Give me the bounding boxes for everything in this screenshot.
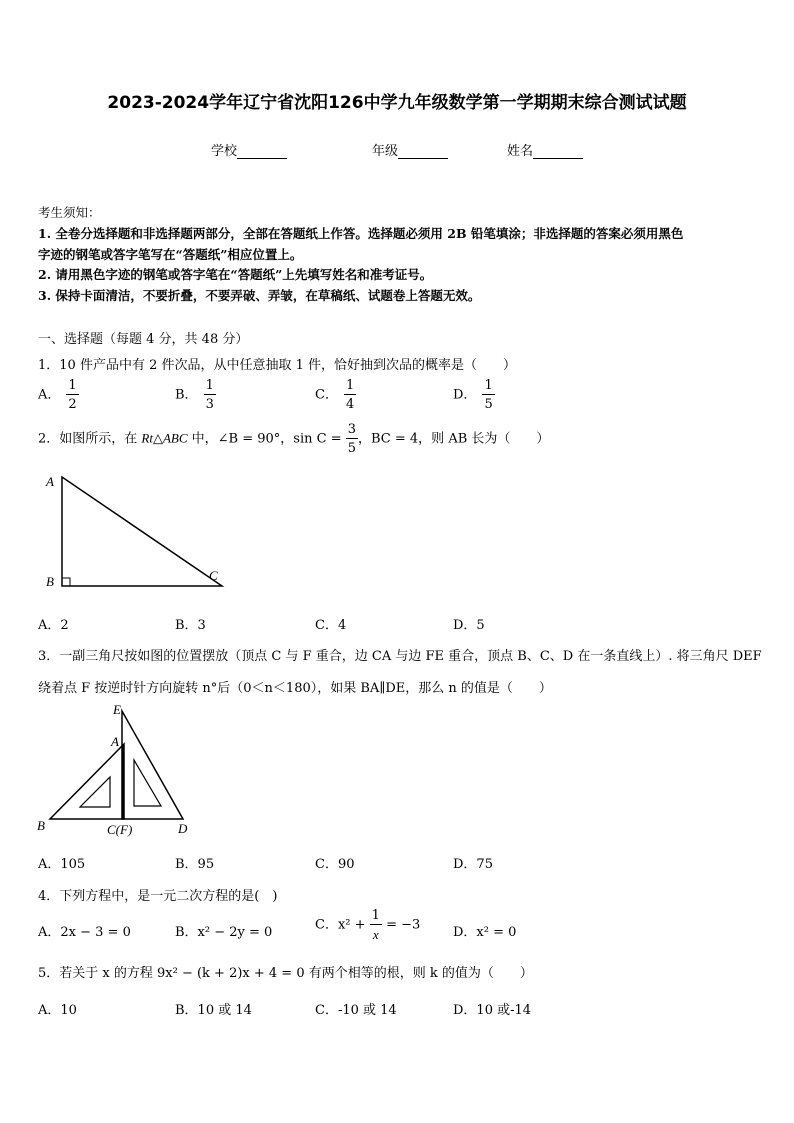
q1-option-c bbox=[315, 379, 356, 411]
vertex-label-c: C bbox=[209, 568, 218, 583]
notes-heading: 考生须知： bbox=[38, 205, 101, 220]
grade-blank bbox=[398, 146, 448, 159]
question-3-line-2: 绕着点 F 按逆时针方向旋转 n°后（0＜n＜180），如果 BA∥DE，那么 n 的值是（ ） bbox=[38, 681, 552, 696]
q2-option-a: A．2 bbox=[38, 618, 69, 633]
question-1: 1．10 件产品中有 2 件次品，从中任意抽取 1 件，恰好抽到次品的概率是（ ） bbox=[38, 358, 517, 373]
q1-option-a bbox=[38, 379, 79, 411]
school-label: 学校 bbox=[211, 144, 238, 159]
option-label: B． bbox=[175, 387, 198, 403]
name-field bbox=[507, 140, 583, 159]
section-heading: 一、选择题（每题 4 分，共 48 分） bbox=[38, 332, 249, 347]
school-blank bbox=[237, 146, 287, 159]
q5-option-c: C．-10 或 14 bbox=[315, 1003, 397, 1018]
fraction: $\frac{1}{3}$ bbox=[205, 378, 214, 412]
exam-title: 2023-2024学年辽宁省沈阳126中学九年级数学第一学期期末综合测试试题 bbox=[107, 93, 687, 113]
note-item: 字迹的钢笔或答字笔写在“答题纸”相应位置上。 bbox=[38, 247, 303, 262]
q3-option-c: C．90 bbox=[315, 857, 355, 872]
q4-option-a: A．2x − 3 = 0 bbox=[38, 925, 131, 940]
fraction: $\frac{1}{4}$ bbox=[345, 378, 355, 412]
q2-option-b: B．3 bbox=[175, 618, 206, 633]
fraction: $\frac{3}{5}$ bbox=[347, 422, 357, 456]
vertex-label-d: D bbox=[178, 821, 188, 836]
name-blank bbox=[533, 146, 583, 159]
question-2: 2．如图所示，在 Rt△ABC 中，∠B = 90°，sin C = $\frac{3}{5}$ ，BC = 4，则 AB 长为（ ） bbox=[38, 422, 550, 456]
q5-option-d: D．10 或-14 bbox=[453, 1003, 532, 1018]
q2-option-d: D．5 bbox=[453, 618, 485, 633]
q4-option-d: D．x² = 0 bbox=[453, 925, 517, 940]
fraction: $\frac{1}{2}$ bbox=[68, 378, 77, 412]
question-5: 5．若关于 x 的方程 9x² − (k + 2)x + 4 = 0 有两个相等的根，则 k 的值为（ ） bbox=[38, 966, 533, 981]
vertex-label-a: A bbox=[46, 474, 54, 489]
vertex-label-e: E bbox=[113, 702, 121, 717]
option-label: D． bbox=[453, 387, 477, 403]
option-label: A． bbox=[38, 387, 61, 403]
vertex-label-b: B bbox=[46, 574, 54, 589]
grade-field bbox=[372, 140, 448, 159]
q2-option-c: C．4 bbox=[315, 618, 347, 633]
q3-option-b: B．95 bbox=[175, 857, 215, 872]
grade-label: 年级 bbox=[372, 144, 399, 159]
q3-option-a: A．105 bbox=[38, 857, 86, 872]
q4-option-c: C．x² + $\frac{1}{x}$ = −3 bbox=[315, 908, 421, 942]
triangle-abc-figure bbox=[40, 470, 240, 595]
q5-option-b: B．10 或 14 bbox=[175, 1003, 252, 1018]
q1-option-b bbox=[175, 379, 216, 411]
vertex-label-b: B bbox=[37, 818, 45, 833]
note-item: 1. 全卷分选择题和非选择题两部分，全部在答题纸上作答。选择题必须用 2B 铅笔填涂；非选择题的答案必须用黑色 bbox=[38, 226, 684, 241]
q3-option-d: D．75 bbox=[453, 857, 493, 872]
set-squares-figure bbox=[36, 700, 206, 840]
q5-option-a: A．10 bbox=[38, 1003, 77, 1018]
q4-option-b: B．x² − 2y = 0 bbox=[175, 925, 273, 940]
option-label: C． bbox=[315, 387, 338, 403]
note-item: 3. 保持卡面清洁，不要折叠，不要弄破、弄皱，在草稿纸、试题卷上答题无效。 bbox=[38, 288, 481, 303]
name-label: 姓名 bbox=[507, 144, 534, 159]
vertex-label-a: A bbox=[111, 734, 119, 749]
q1-option-d bbox=[453, 379, 495, 411]
note-item: 2. 请用黑色字迹的钢笔或答字笔在“答题纸”上先填写姓名和准考证号。 bbox=[38, 267, 433, 282]
fraction: $\frac{1}{5}$ bbox=[484, 378, 493, 412]
question-3-line-1: 3．一副三角尺按如图的位置摆放（顶点 C 与 F 重合，边 CA 与边 FE 重合，顶点 B、C、D 在一条直线上）. 将三角尺 DEF bbox=[38, 649, 762, 664]
fraction: $\frac{1}{x}$ bbox=[371, 908, 380, 942]
question-4: 4．下列方程中，是一元二次方程的是( ) bbox=[38, 889, 278, 904]
vertex-label-cf: C(F) bbox=[107, 822, 133, 837]
school-field bbox=[211, 140, 287, 159]
